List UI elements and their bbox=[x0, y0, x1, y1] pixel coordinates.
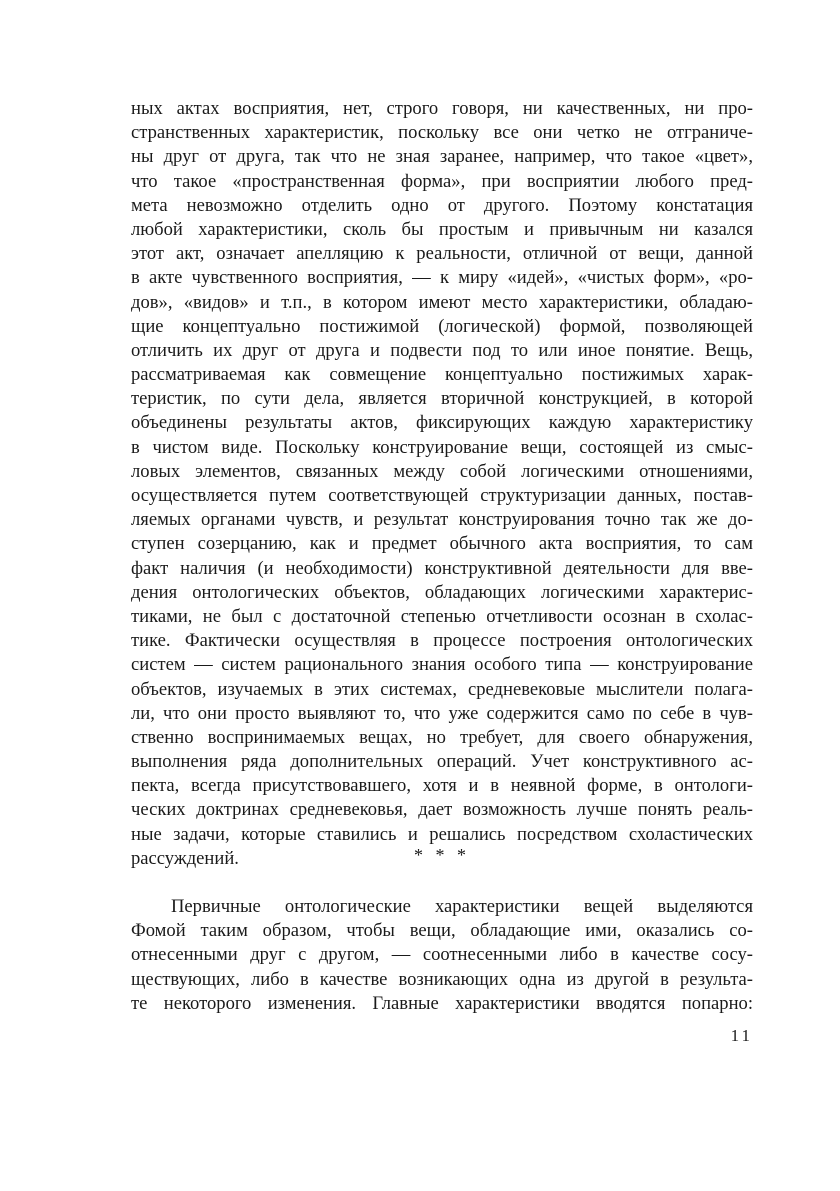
text-line: этот акт, означает апелляцию к реальности, отличной от вещи, данной bbox=[131, 243, 753, 265]
page-number: 11 bbox=[730, 1026, 753, 1045]
text-line: ные задачи, которые ставились и решались посредством схоластических bbox=[131, 823, 753, 845]
text-line: рассматриваемая как совмещение концептуально постижимых харак- bbox=[131, 364, 753, 386]
text-line: рассуждений. bbox=[131, 847, 239, 869]
text-line: объектов, изучаемых в этих системах, средневековые мыслители полага- bbox=[131, 678, 753, 700]
text-line: в чистом виде. Поскольку конструирование вещи, состоящей из смыс- bbox=[131, 436, 753, 458]
text-line: дов», «видов» и т.п., в котором имеют место характеристики, обладаю- bbox=[131, 291, 753, 313]
text-line: ческих доктринах средневековья, дает возможность лучше понять реаль- bbox=[131, 799, 753, 821]
text-line: пекта, всегда присутствовавшего, хотя и в неявной форме, в онтологи- bbox=[131, 775, 753, 797]
text-line: систем — систем рационального знания особого типа — конструирование bbox=[131, 654, 753, 676]
text-line: факт наличия (и необходимости) конструктивной деятельности для вве- bbox=[131, 557, 753, 579]
text-line: дения онтологических объектов, обладающих логическими характерис- bbox=[131, 581, 753, 603]
main-text-block bbox=[131, 97, 753, 871]
text-line: странственных характеристик, поскольку все они четко не отграниче- bbox=[131, 122, 753, 144]
text-line: выполнения ряда дополнительных операций. Учет конструктивного ас- bbox=[131, 751, 753, 773]
text-line: отличить их друг от друга и подвести под то или иное понятие. Вещь, bbox=[131, 339, 753, 361]
text-line: ляемых органами чувств, и результат конструирования точно так же до- bbox=[131, 509, 753, 531]
text-line: ли, что они просто выявляют то, что уже содержится само по себе в чув- bbox=[131, 702, 753, 724]
section-separator: * * * bbox=[414, 845, 470, 865]
text-line: тиками, не был с достаточной степенью отчетливости осознан в схолас- bbox=[131, 605, 753, 627]
text-line: любой характеристики, сколь бы простым и привычным ни казался bbox=[131, 218, 753, 240]
text-line: ступен созерцанию, как и предмет обычного акта восприятия, то сам bbox=[131, 533, 753, 555]
text-line: Фомой таким образом, чтобы вещи, обладающие ими, оказались со- bbox=[131, 920, 753, 942]
text-line: теристик, по сути дела, является вторичной конструкцией, в которой bbox=[131, 388, 753, 410]
second-paragraph bbox=[131, 895, 753, 1016]
text-line: те некоторого изменения. Главные характеристики вводятся попарно: bbox=[131, 992, 753, 1014]
text-line: ны друг от друга, так что не зная заранее, например, что такое «цвет», bbox=[131, 146, 753, 168]
text-line: щие концептуально постижимой (логической) формой, позволяющей bbox=[131, 315, 753, 337]
text-line: осуществляется путем соответствующей структуризации данных, постав- bbox=[131, 485, 753, 506]
text-line: в акте чувственного восприятия, — к миру «идей», «чистых форм», «ро- bbox=[131, 267, 753, 289]
text-line: тике. Фактически осуществляя в процессе построения онтологических bbox=[131, 630, 753, 652]
text-line: ловых элементов, связанных между собой логическими отношениями, bbox=[131, 460, 753, 482]
text-line: объединены результаты актов, фиксирующих каждую характеристику bbox=[131, 412, 753, 434]
text-line: что такое «пространственная форма», при восприятии любого пред- bbox=[131, 170, 753, 192]
text-line: мета невозможно отделить одно от другого. Поэтому констатация bbox=[131, 194, 753, 216]
text-line: Первичные онтологические характеристики вещей выделяются bbox=[171, 896, 753, 917]
text-line: ществующих, либо в качестве возникающих одна из другой в результа- bbox=[131, 968, 753, 990]
text-line: отнесенными друг с другом, — соотнесенными либо в качестве сосу- bbox=[131, 944, 753, 966]
text-line: ных актах восприятия, нет, строго говоря, ни качественных, ни про- bbox=[131, 98, 753, 119]
text-line: ственно воспринимаемых вещах, но требует, для своего обнаружения, bbox=[131, 726, 753, 748]
